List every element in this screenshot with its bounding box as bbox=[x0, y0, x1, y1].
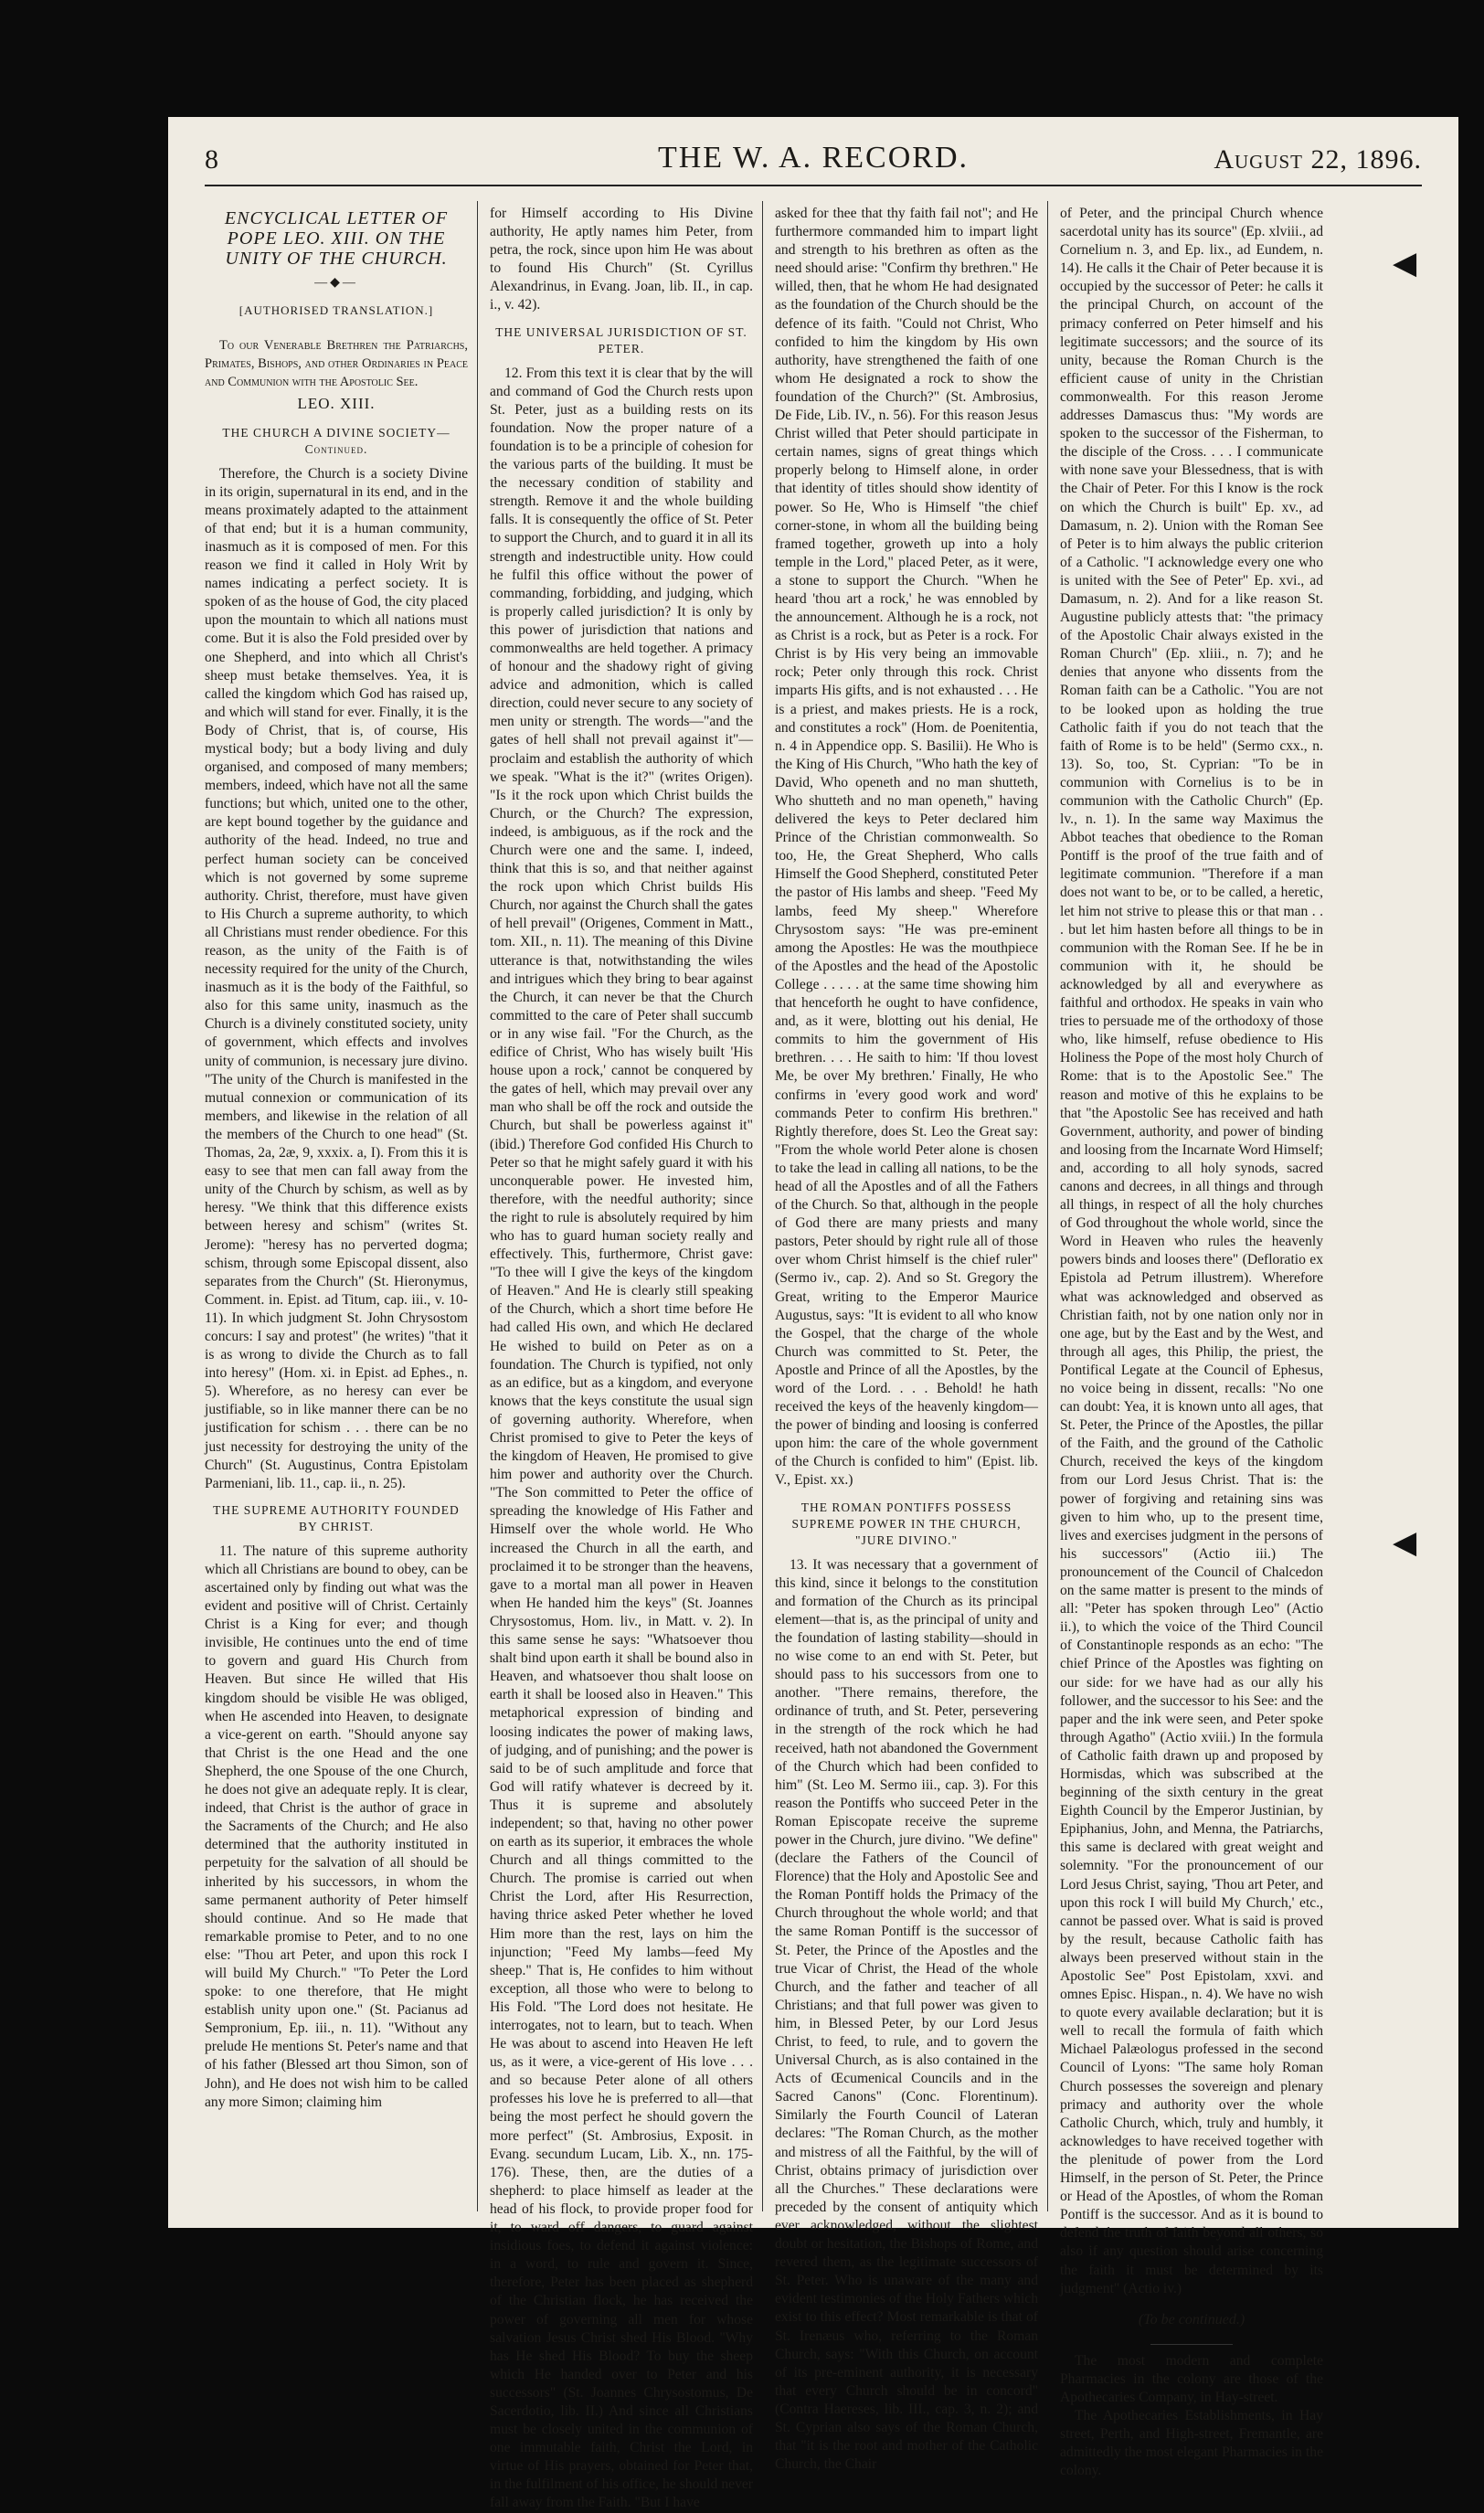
section-heading: THE SUPREME AUTHORITY FOUNDED BY CHRIST. bbox=[213, 1502, 460, 1533]
section-heading: THE UNIVERSAL JURISDICTION OF ST. PETER. bbox=[495, 324, 747, 355]
masthead-rule bbox=[205, 185, 1422, 186]
authorised-translation: [AUTHORISED TRANSLATION.] bbox=[238, 303, 434, 318]
column-rule bbox=[477, 201, 478, 2211]
paragraph: Therefore, the Church is a society Divine in its origin, supernatural in its end, and in the means proximately adapted to the attainment of that end; but it is a human community, inasmuch as it is composed of men. For this reason we find it called in Holy Writ by names indicating a perfect society. It is spoken of as the house of God, the city placed upon the mountain to which all nations must come. But it is also the Fold presided over by one Shepherd, and into which all Christ's sheep must betake themselves. Yea, it is called the kingdom which God has raised up, and which will stand for ever. Finally, it is the Body of Christ, that is, of course, His mystical body; but a body living and duly organised, and composed of many members; members, indeed, which have not all the same functions; but which, united one to the other, are kept bound together by the guidance and authority of the head. Indeed, no true and perfect human society can be conceived which is not governed by some supreme authority. Christ, therefore, must have given to His Church a supreme authority, to which all Christians must render obedience. For this reason, as the unity of the Faith is of necessity required for the unity of the Church, inasmuch as it is the body of the Faithful, so also for this same unity, inasmuch as the Church is a divinely constituted society, unity of government, which effects and involves unity of communion, is necessary jure divino. "The unity of the Church is manifested in the mutual connexion or communication of its members, and likewise in the relation of all the members of the Church to one head" (St. Thomas, 2a, 2æ, 9, xxxix. a, I). From this it is easy to see that men can fall away from the unity of the Church by schism, as well as by heresy. "We think that this difference exists between heresy and schism" (writes St. Jerome): "heresy has no perverted dogma; schism, through some Episcopal dissent, also separates from the Church" (St. Hieronymus, Comment. in. Epist. ad Titum, cap. iii., v. 10-11). In which judgment St. John Chrysostom concurs: I say and protest" (he writes) "that it is as wrong to divide the Church as to fall into heresy" (Hom. xi. in Epist. ad Ephes., n. 5). Wherefore, as no heresy can ever be justifiable, so in like manner there can be no justification for schism . . . there can be no just necessity for destroying the unity of the Church" (St. Augustinus, Contra Epistolam Parmeniani, lib. 11., cap. ii., n. 25). bbox=[205, 465, 468, 1491]
masthead bbox=[205, 137, 1422, 179]
column-2 bbox=[490, 205, 754, 2511]
paragraph: of Peter, and the principal Church whence sacerdotal unity has its source" (Ep. xlviii., ad Cornelium n. 3, and Ep. lix., ad Eundem, n. 14). He calls it the Chair of Peter because it is occupied by the successor of Peter: he calls it the principal Church, on account of the primacy conferred on Peter himself and his legitimate successors; and the source of its unity, because the Roman Church is the efficient cause of unity in the Christian commonwealth. For this reason Jerome addresses Damascus thus: "My words are spoken to the successor of the Fisherman, to the disciple of the Cross. . . . I communicate with none save your Blessedness, that is with the Chair of Peter. For this I know is the rock on which the Church is built" Ep. xv., ad Damasum, n. 2). Union with the Roman See of Peter is to him always the public criterion of a Catholic. "I acknowledge every one who is united with the See of Peter" Ep. xvi., ad Damasum, n. 2). And for a like reason St. Augustine publicly attests that: "the primacy of the Apostolic Chair always existed in the Roman Church" (Ep. xliii., n. 7); and he denies that anyone who dissents from the Roman faith can be a Catholic. "You are not to be looked upon as holding the true Catholic faith if you do not teach that the faith of Rome is to be held" (Sermo cxx., n. 13). So, too, St. Cyprian: "To be in communion with Cornelius is to be in communion with the Catholic Church" (Ep. lv., n. 1). In the same way Maximus the Abbot teaches that obedience to the Roman Pontiff is the proof of the true faith and of legitimate communion. "Therefore if a man does not want to be, or to be called, a heretic, let him not strive to please this or that man . . . but let him hasten before all things to be in communion with the Roman See. If he be in communion with it, he should be acknowledged by all and everywhere as faithful and orthodox. He speaks in vain who tries to persuade me of the orthodoxy of those who, like himself, refuse obedience to His Holiness the Pope of the most holy Church of Rome: that is to the Apostolic See." The reason and motive of this he explains to be that "the Apostolic See has received and hath Government, authority, and power of binding and loosing from the Incarnate Word Himself; and, according to all holy synods, sacred canons and decrees, in all things and through all things, in respect of all the holy churches of God throughout the whole world, since the Word in Heaven who rules the heavenly powers binds and looses there" (Defloratio ex Epistola ad Petrum illustrem). Wherefore what was acknowledged and observed as Christian faith, not by one nation only nor in one age, but by the East and by the West, and through all ages, this Philip, the priest, the Pontifical Legate at the Council of Ephesus, no voice being in dissent, recalls: "No one can doubt: Yea, it is known unto all ages, that St. Peter, the Prince of the Apostles, the pillar of the Faith, and the ground of the Catholic Church, received the keys of the kingdom from our Lord Jesus Christ. That is: the power of forgiving and retaining sins was given to him who, up to the present time, lives and exercises judgment in the persons of his successors" (Actio iii.) The pronouncement of the Council of Chalcedon on the same matter is present to the minds of all: "Peter has spoken through Leo" (Actio ii.), to which the voice of the Third Council of Constantinople responds as an echo: "The chief Prince of the Apostles was fighting on our side: for we have had as our ally his follower, and the successor to his See: and the paper and the ink were seen, and Peter spoke through Agatho" (Actio xviii.) In the formula of Catholic faith drawn up and proposed by Hormisdas, which was subscribed at the beginning of the sixth century in the great Eighth Council by the Emperor Justinian, by Epiphanius, John, and Menna, the Patriarchs, this same is declared with great weight and solemnity. "For the pronouncement of our Lord Jesus Christ, saying, 'Thou art Peter, and upon this rock I will build My Church,' etc., cannot be passed over. What is said is proved by the result, because Catholic faith has always been preserved without stain in the Apostolic See" Post Epistolam, xxvi. and omnes Episc. Hispan., n. 4). We have no wish to quote every available declaration; but it is well to recall the formula of faith which Michael Palæologus professed in the second Council of Lyons: "The same holy Roman Church possesses the sovereign and plenary primacy and authority over the whole Catholic Church, which, truly and humbly, it acknowledges to have received together with the plenitude of power from the Lord Himself, in the person of St. Peter, the Prince or Head of the Apostles, of whom the Roman Pontiff is the successor. And as it is bound to defend the truth of faith beyond all others, so also if any question should arise concerning the faith it must be determined by its judgment" (Actio iv.) bbox=[1060, 206, 1323, 2296]
paragraph: 12. From this text it is clear that by the will and command of God the Church rests upon St. Peter, just as a building rests on its foundation. Now the proper nature of a foundation is to be a principle of cohesion for the various parts of the building. It must be the necessary condition of stability and strength. Remove it and the whole building falls. It is consequently the office of St. Peter to support the Church, and to guard it in all its strength and indestructible unity. How could he fulfil this office without the power of commanding, forbidding, and judging, which is properly called jurisdiction? It is only by this power of jurisdiction that nations and commonwealths are held together. A primacy of honour and the shadowy right of giving advice and admonition, which is called direction, could never secure to any society of men unity or strength. The words—"and the gates of hell shall not prevail against it"—proclaim and establish the authority of which we speak. "What is the it?" (writes Origen). "Is it the rock upon which Christ builds the Church, or the Church? The expression, indeed, is ambiguous, as if the rock and the Church were one and the same. I, indeed, think that this is so, and that neither against the rock upon which Christ builds His Church, nor against the Church shall the gates of hell prevail" (Origenes, Comment in Matt., tom. XII., n. 11). The meaning of this Divine utterance is that, notwithstanding the wiles and intrigues which they bring to bear against the Church, it can never be that the Church committed to the care of Peter shall succumb or in any wise fail. "For the Church, as the edifice of Christ, Who has wisely built 'His house upon a rock,' cannot be conquered by the gates of hell, which may prevail over any man who shall be off the rock and outside the Church, but shall be powerless against it" (ibid.) Therefore God confided His Church to Peter so that he might safely guard it with his unconquerable power. He invested him, therefore, with the needful authority; since the right to rule is absolutely required by him who has to guard human society really and effectively. This, furthermore, Christ gave: "To thee will I give the keys of the kingdom of Heaven." And He is clearly still speaking of the Church, which a short time before He had called His own, and which He declared He wished to build on Peter as on a foundation. The Church is typified, not only as an edifice, but as a kingdom, and everyone knows that the keys constitute the usual sign of governing authority. Wherefore, when Christ promised to give to Peter the keys of the kingdom of Heaven, He promised to give him power and authority over the Church. "The Son committed to Peter the office of spreading the knowledge of His Father and Himself over the whole world. He Who increased the Church in all the earth, and proclaimed it to be stronger than the heavens, gave to a mortal man all power in Heaven when He handed him the keys" (St. Joannes Chrysostomus, Hom. liv., in Matt. v. 2). In this same sense he says: "Whatsoever thou shalt bind upon earth it shall be bound also in Heaven, and whatsoever thou shalt loose on earth it shall be loosed also in Heaven." This metaphorical expression of binding and loosing indicates the power of making laws, of judging, and of punishing; and the power is said to be of such amplitude and force that God will ratify whatever is decreed by it. Thus it is supreme and absolutely independent; so that, having no other power on earth as its superior, it embraces the whole Church and all things committed to the Church. The promise is carried out when Christ the Lord, after His Resurrection, having thrice asked Peter whether he loved Him more than the rest, lays on him the injunction; "Feed My lambs—feed My sheep." That is, He confides to him without exception, all those who were to belong to His Fold. "The Lord does not hesitate. He interrogates, not to learn, but to teach. When He was about to ascend into Heaven He left us, as it were, a vice-gerent of His love . . . and so because Peter alone of all others professes his love he is preferred to all—that being the most perfect he should govern the more perfect" (St. Ambrosius, Exposit. in Evang. secundum Lucam, Lib. X., nn. 175-176). These, then, are the duties of a shepherd: to place himself as leader at the head of his flock, to provide proper food for it, to ward off dangers, to guard against insidious foes, to defend it against violence: in a word, to rule and govern it. Since, therefore, Peter has been placed as shepherd of the Christian flock, he has received the power of governing all men for whose salvation Jesus Christ shed His Blood. "Why has He shed His Blood? To buy the sheep which He handed over to Peter and his successors" (St. Joannes Chrysostomus, De Sacerdotio, lib. II.) And since all Christians must be closely united in the communion of one immutable faith, Christ the Lord, in virtue of His prayers, obtained for Peter that, in the fulfilment of his office, he should never fall away from the Faith. "But I have bbox=[490, 365, 754, 2511]
paragraph: 13. It was necessary that a government of this kind, since it belongs to the constitution and formation of the Church as its principal element—that is, as the principal of unity and the foundation of lasting stability—should in no wise come to an end with St. Peter, but should pass to his successors from one to another. "There remains, therefore, the ordinance of truth, and St. Peter, persevering in the strength of the rock which he had received, hath not abandoned the Government of the Church which had been confided to him" (St. Leo M. Sermo iii., cap. 3). For this reason the Pontiffs who succeed Peter in the Roman Episcopate receive the supreme power in the Church, jure divino. "We define" (declare the Fathers of the Council of Florence) that the Holy and Apostolic See and the Roman Pontiff holds the Primacy of the Church throughout the whole world; and that the same Roman Pontiff is the successor of St. Peter, the Prince of the Apostles and the true Vicar of Christ, the Head of the whole Church, and the father and teacher of all Christians; and that full power was given to him, in Blessed Peter, by our Lord Jesus Christ, to feed, to rule, and to govern the Universal Church, as is also contained in the Acts of Œcumenical Councils and in the Sacred Canons" (Conc. Florentinum). Similarly the Fourth Council of Lateran declares: "The Roman Church, as the mother and mistress of all the Faithful, by the will of Christ, obtains primacy of jurisdiction over all the Churches." These declarations were preceded by the consent of antiquity which ever acknowledged, without the slightest doubt or hesitation, the Bishops of Rome, and revered them, as the legitimate successors of St. Peter. Who is unaware of the many and evident testimonies of the Holy Fathers which exist to this effect? Most remarkable is that of St. Irenæus who, referring to the Roman Church, says: "With this Church, on account of its pre-eminent authority, it is necessary that every Church should be in concord" (Contra Haereses, lib. III., cap. 3, n. 2); and St. Cyprian also says of the Roman Church, that "it is the root and mother of the Catholic Church, the Chair bbox=[775, 1556, 1038, 2473]
ornament: —◆— bbox=[314, 276, 358, 290]
paragraph: asked for thee that thy faith fail not"; and He furthermore commanded him to impart light and strength to his brethren as often as the need should arise: "Confirm thy brethren." He willed, then, that he whom He had designated as the foundation of the Church should be the defence of its faith. "Could not Christ, Who confided to him the kingdom by His own authority, have strengthened the faith of one whom He designated a rock to show the foundation of the Church?" (St. Ambrosius, De Fide, Lib. IV., n. 56). For this reason Jesus Christ willed that Peter should participate in certain names, signs of great things which properly belong to Himself alone, in order that identity of titles should show identity of power. So He, Who is Himself "the chief corner-stone, in whom all the building being framed together, groweth up into a holy temple in the Lord," placed Peter, as it were, a stone to support the Church. "When he heard 'thou art a rock,' he was ennobled by the announcement. Although he is a rock, not as Christ is a rock, but as Peter is a rock. For Christ is by His very being an immovable rock; Peter only through this rock. Christ imparts His gifts, and is not exhausted . . . He is a priest, and makes priests. He is a rock, and constitutes a rock" (Hom. de Poenitentia, n. 4 in Appendice opp. S. Basilii). He Who is the King of His Church, "Who hath the key of David, Who openeth and no man shutteth, Who shutteth and no man openeth," having delivered the keys to Peter declared him Prince of the Christian commonwealth. So too, He, the Great Shepherd, Who calls Himself the Good Shepherd, constituted Peter the pastor of His lambs and sheep. "Feed My lambs, feed My sheep." Wherefore Chrysostom says: "He was pre-eminent among the Apostles: He was the mouthpiece of the Apostles and the head of the Apostolic College . . . . . at the same time showing him that henceforth he ought to have confidence, and, as it were, blotting out his denial, He commits to him the government of His brethren. . . . He saith to him: 'If thou lovest Me, be over My brethren.' Finally, He who confirms in 'every good work and word' commands Peter to confirm His brethren." Rightly therefore, does St. Leo the Great say: "From the whole world Peter alone is chosen to take the lead in calling all nations, to be the head of all the Apostles and of all the Fathers of the Church. So that, although in the people of God there are many priests and many pastors, Peter should by right rule all of those over whom Christ himself is the chief ruler" (Sermo iv., cap. 2). And so St. Gregory the Great, writing to the Emperor Maurice Augustus, says: "It is evident to all who know the Gospel, that the charge of the whole Church was committed to St. Peter, the Apostle and Prince of all the Apostles, by the word of the Lord. . . . Behold! he hath received the keys of the heavenly kingdom—the power of binding and loosing is conferred upon him: the care of the whole government of the Church is confided to him" (Epist. lib. V., Epist. xx.) bbox=[775, 206, 1038, 1489]
column-4 bbox=[1060, 205, 1323, 2479]
signature-leo: LEO. XIII. bbox=[297, 395, 376, 413]
section-heading: THE ROMAN PONTIFFS POSSESS SUPREME POWER IN THE CHURCH, "JURE DIVINO." bbox=[791, 1500, 1022, 1547]
address: To our Venerable Brethren the Patriarchs, Primates, Bishops, and other Ordinaries in Peace and Communion with the Apostolic See. bbox=[205, 338, 468, 390]
section-heading: THE CHURCH A DIVINE SOCIETY—Continued. bbox=[222, 425, 450, 456]
divider bbox=[1150, 2344, 1233, 2345]
page-number: 8 bbox=[205, 144, 218, 175]
arrow-mark-icon: ◀ bbox=[1393, 1526, 1417, 1560]
column-3 bbox=[775, 205, 1038, 2473]
notice-paragraph: The Apothecaries Establishments, in Hay street, Perth, and High-street, Fremantle, are admittedly the most elegant Pharmacies in the colony. bbox=[1060, 2408, 1323, 2479]
column-1 bbox=[205, 205, 468, 2206]
paper-title: THE W. A. RECORD. bbox=[657, 141, 970, 175]
column-rule bbox=[762, 201, 763, 2211]
newspaper-page bbox=[168, 117, 1458, 2511]
notice-paragraph: The most modern and complete Pharmacies in the colony are those of the Apothecaries Company, in Hay-street. bbox=[1060, 2352, 1323, 2405]
article-title: ENCYCLICAL LETTER OF POPE LEO. XIII. ON THE UNITY OF THE CHURCH. bbox=[224, 208, 449, 269]
paragraph: for Himself according to His Divine authority, He aptly names him Peter, from petra, the rock, since upon him He was about to found His Church" (St. Cyrillus Alexandrinus, in Evang. Joan, lib. II., in cap. i., v. 42). bbox=[490, 206, 753, 313]
to-be-continued: (To be continued.) bbox=[1138, 2311, 1246, 2327]
arrow-mark-icon: ◀ bbox=[1393, 247, 1417, 281]
column-rule bbox=[1047, 201, 1048, 2211]
issue-date: August 22, 1896. bbox=[1214, 144, 1422, 175]
paragraph: 11. The nature of this supreme authority which all Christians are bound to obey, can be ascertained only by finding out what was the evident and positive will of Christ. Certainly Christ is a King for ever; and though invisible, He continues unto the end of time to govern and guard His Church from Heaven. But since He willed that His kingdom should be visible He was obliged, when He ascended into Heaven, to designate a vice-gerent on earth. "Should anyone say that Christ is the one Head and the one Shepherd, the one Spouse of the one Church, he does not give an adequate reply. It is clear, indeed, that Christ is the author of grace in the Sacraments of the Church; and He also determined that the authority instituted in perpetuity for the salvation of all should be inherited by his successors, in whom the same permanent authority of Peter himself should continue. And so He made that remarkable promise to Peter, and to no one else: "Thou art Peter, and upon this rock I will build My Church." "To Peter the Lord spoke: to one therefore, that He might establish unity upon one." (St. Pacianus ad Sempronium, Ep. iii., n. 11). "Without any prelude He mentions St. Peter's name and that of his father (Blessed art thou Simon, son of John), and He does not wish him to be called any more Simon; claiming him bbox=[205, 1543, 468, 2110]
